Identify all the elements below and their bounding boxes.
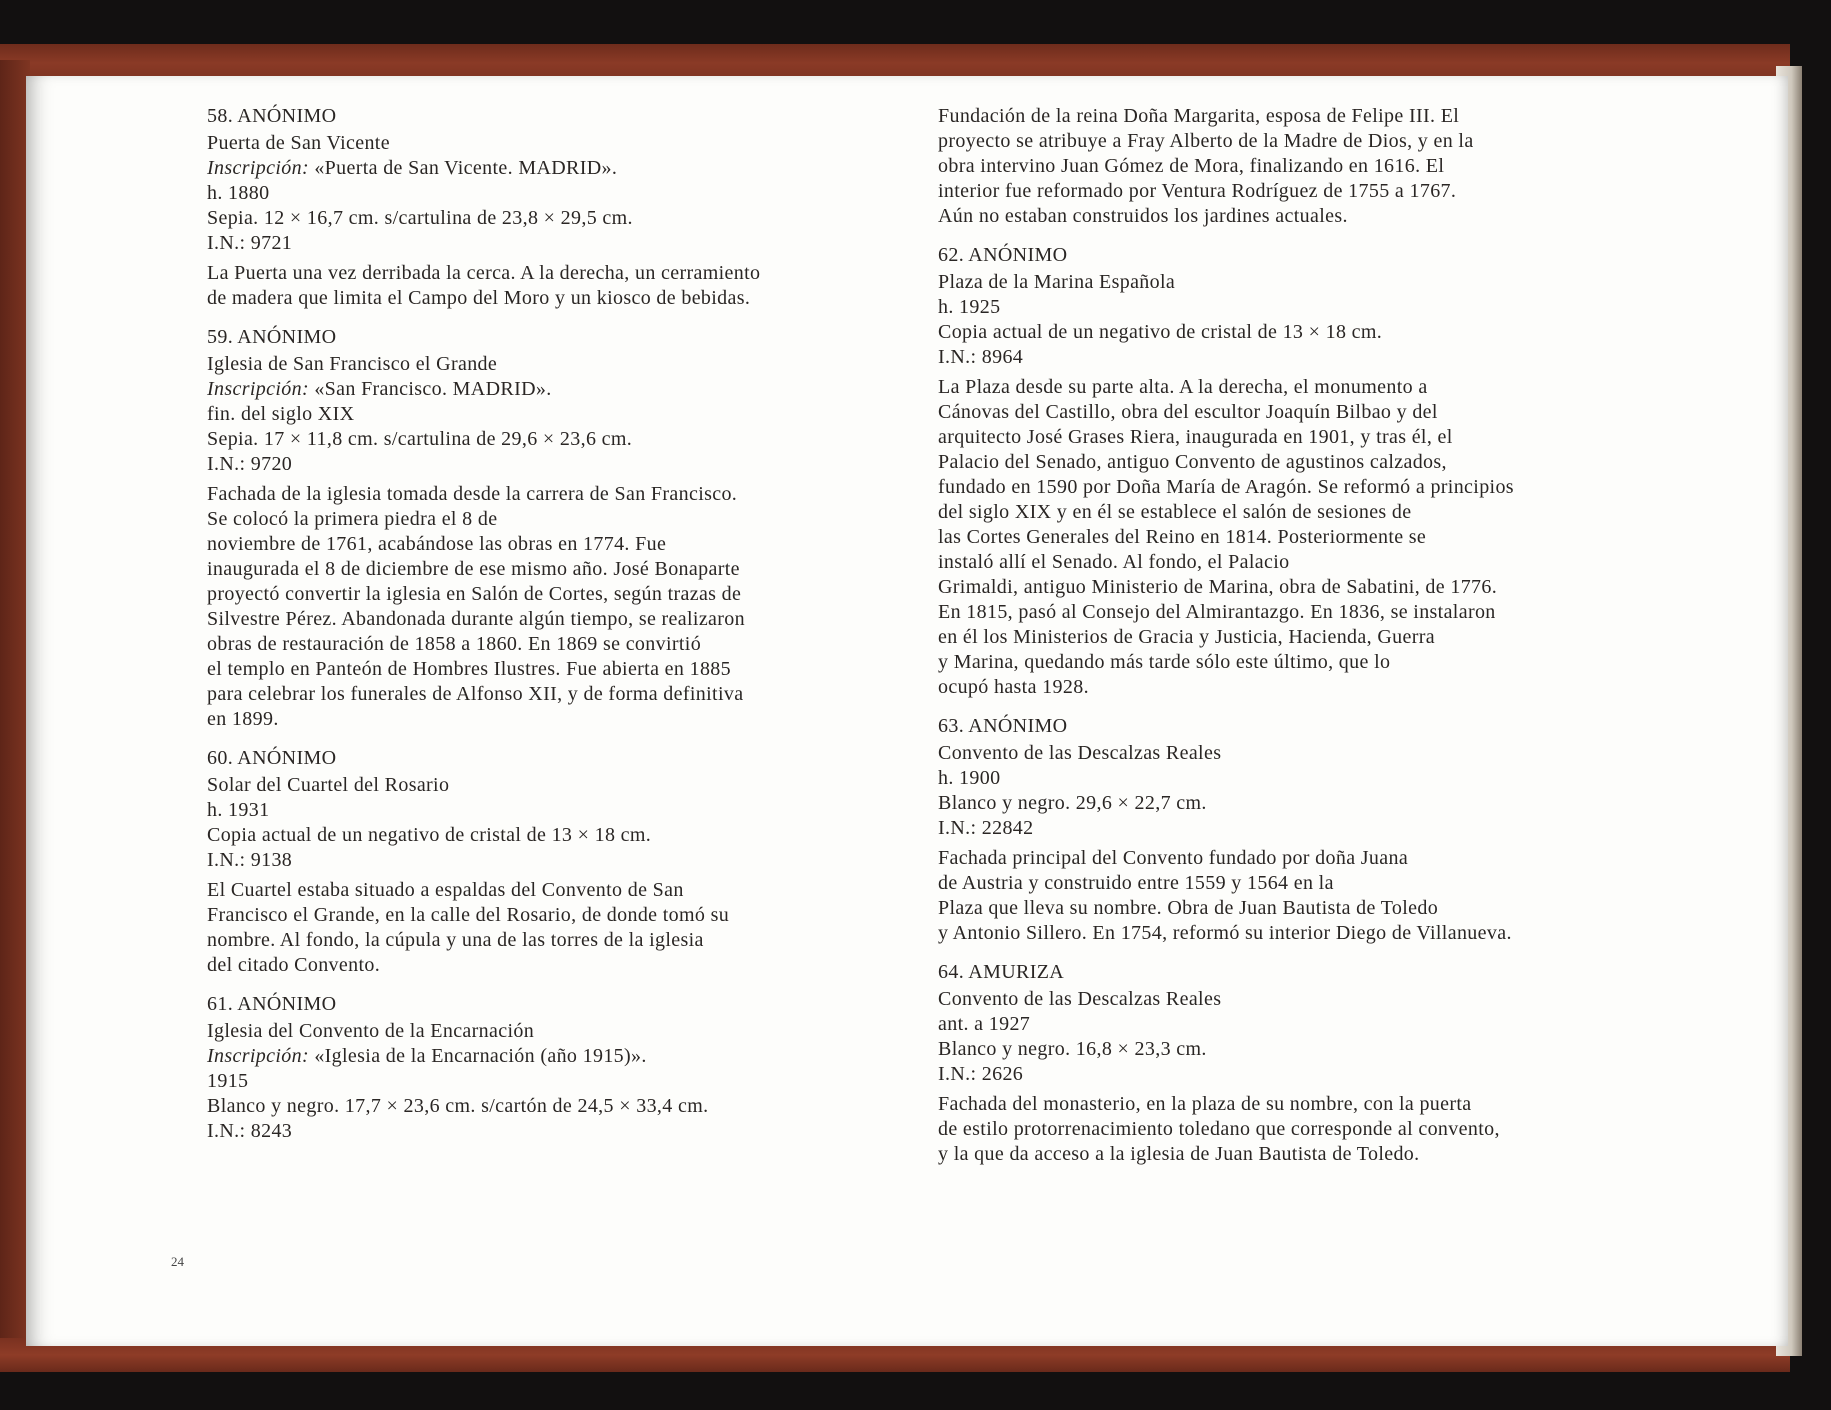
entry-heading: 59. ANÓNIMO: [207, 326, 337, 348]
entry-heading: 58. ANÓNIMO: [207, 105, 337, 127]
description-line: Fundación de la reina Doña Margarita, esposa de Felipe III. El: [938, 105, 1460, 127]
description-line: La Puerta una vez derribada la cerca. A la derecha, un cerramiento: [207, 262, 761, 284]
entry-technique: Blanco y negro. 17,7 × 23,6 cm. s/cartón de 24,5 × 33,4 cm.: [207, 1095, 709, 1117]
entry-heading: 64. AMURIZA: [938, 961, 1065, 983]
inscription-text: «San Francisco. MADRID».: [308, 378, 552, 400]
description-line: del siglo XIX y en él se establece el salón de sesiones de: [938, 501, 1412, 523]
description-line: proyectó convertir la iglesia en Salón de Cortes, según trazas de: [207, 583, 742, 605]
entry-date: h. 1900: [938, 767, 1001, 789]
entry-technique: Blanco y negro. 29,6 × 22,7 cm.: [938, 792, 1207, 814]
entry-heading: 60. ANÓNIMO: [207, 747, 337, 769]
description-line: Fachada principal del Convento fundado por doña Juana: [938, 847, 1409, 869]
description-line: instaló allí el Senado. Al fondo, el Palacio: [938, 551, 1290, 573]
entry-inventory: I.N.: 9721: [207, 232, 293, 254]
page-number: 24: [171, 1254, 184, 1269]
description-line: Cánovas del Castillo, obra del escultor Joaquín Bilbao y del: [938, 401, 1438, 423]
description-line: Fachada de la iglesia tomada desde la carrera de San Francisco.: [207, 483, 738, 505]
description-line: proyecto se atribuye a Fray Alberto de la Madre de Dios, y en la: [938, 130, 1474, 152]
entry-date: ant. a 1927: [938, 1013, 1031, 1035]
entry-title: Convento de las Descalzas Reales: [938, 742, 1222, 764]
description-line: Grimaldi, antiguo Ministerio de Marina, obra de Sabatini, de 1776.: [938, 576, 1498, 598]
entry-date: fin. del siglo XIX: [207, 403, 355, 425]
description-line: y Antonio Sillero. En 1754, reformó su interior Diego de Villanueva.: [938, 922, 1512, 944]
entry-title: Plaza de la Marina Española: [938, 271, 1176, 293]
description-line: y la que da acceso a la iglesia de Juan Bautista de Toledo.: [938, 1143, 1420, 1165]
entry-description: [207, 261, 897, 311]
entry-inscription: [207, 156, 897, 181]
description-line: en él los Ministerios de Gracia y Justicia, Hacienda, Guerra: [938, 626, 1435, 648]
entry-description: [938, 846, 1628, 946]
description-line: En 1815, pasó al Consejo del Almirantazgo. En 1836, se instalaron: [938, 601, 1496, 623]
entry-technique: Blanco y negro. 16,8 × 23,3 cm.: [938, 1038, 1207, 1060]
inscription-label: Inscripción:: [207, 1045, 309, 1067]
entry-title: Solar del Cuartel del Rosario: [207, 774, 450, 796]
inscription-text: «Iglesia de la Encarnación (año 1915)».: [308, 1045, 647, 1067]
description-line: La Plaza desde su parte alta. A la derecha, el monumento a: [938, 376, 1428, 398]
catalog-entry-58: [207, 104, 897, 311]
entry-date: h. 1931: [207, 799, 270, 821]
description-line: interior fue reformado por Ventura Rodríguez de 1755 a 1767.: [938, 180, 1457, 202]
entry-title: Iglesia de San Francisco el Grande: [207, 353, 498, 375]
catalog-entry-64: [938, 960, 1628, 1167]
description-line: Francisco el Grande, en la calle del Rosario, de donde tomó su: [207, 904, 730, 926]
description-line: Palacio del Senado, antiguo Convento de agustinos calzados,: [938, 451, 1447, 473]
description-line: El Cuartel estaba situado a espaldas del Convento de San: [207, 879, 684, 901]
inscription-text: «Puerta de San Vicente. MADRID».: [308, 157, 618, 179]
entry-inventory: I.N.: 8964: [938, 346, 1024, 368]
catalog-entry-59: [207, 325, 897, 732]
description-line: obras de restauración de 1858 a 1860. En 1869 se convirtió: [207, 633, 702, 655]
entry-inscription: [207, 377, 897, 402]
entry-technique: Sepia. 17 × 11,8 cm. s/cartulina de 29,6 × 23,6 cm.: [207, 428, 633, 450]
entry-inventory: I.N.: 8243: [207, 1120, 293, 1142]
left-column: [207, 104, 897, 1158]
entry-inventory: I.N.: 9138: [207, 849, 293, 871]
catalog-entry-61: [207, 992, 897, 1144]
description-line: Aún no estaban construidos los jardines actuales.: [938, 205, 1348, 227]
description-line: de madera que limita el Campo del Moro y un kiosco de bebidas.: [207, 287, 751, 309]
entry-description: [207, 482, 897, 732]
entry-description: [207, 878, 897, 978]
entry-title: Puerta de San Vicente: [207, 132, 390, 154]
entry-date: h. 1925: [938, 296, 1001, 318]
entry-date: 1915: [207, 1070, 249, 1092]
description-line: y Marina, quedando más tarde sólo este último, que lo: [938, 651, 1391, 673]
description-line: inaugurada el 8 de diciembre de ese mismo año. José Bonaparte: [207, 558, 740, 580]
description-line: Fachada del monasterio, en la plaza de su nombre, con la puerta: [938, 1093, 1472, 1115]
entry-inventory: I.N.: 2626: [938, 1063, 1024, 1085]
entry-technique: Copia actual de un negativo de cristal de 13 × 18 cm.: [938, 321, 1383, 343]
entry-title: Convento de las Descalzas Reales: [938, 988, 1222, 1010]
description-line: Plaza que lleva su nombre. Obra de Juan Bautista de Toledo: [938, 897, 1439, 919]
entry-heading: 62. ANÓNIMO: [938, 244, 1068, 266]
catalog-entry-63: [938, 714, 1628, 946]
inscription-label: Inscripción:: [207, 378, 309, 400]
catalog-entry-62: [938, 243, 1628, 700]
description-line: Se colocó la primera piedra el 8 de: [207, 508, 498, 530]
description-line: el templo en Panteón de Hombres Ilustres. Fue abierta en 1885: [207, 658, 731, 680]
description-line: arquitecto José Grases Riera, inaugurada en 1901, y tras él, el: [938, 426, 1453, 448]
entry-technique: Sepia. 12 × 16,7 cm. s/cartulina de 23,8 × 29,5 cm.: [207, 207, 633, 229]
description-line: del citado Convento.: [207, 954, 381, 976]
entry-inscription: [207, 1044, 897, 1069]
entry-inventory: I.N.: 9720: [207, 453, 293, 475]
inscription-label: Inscripción:: [207, 157, 309, 179]
entry-description: [938, 375, 1628, 700]
catalog-entry-60: [207, 746, 897, 978]
entry-heading: 63. ANÓNIMO: [938, 715, 1068, 737]
description-line: de estilo protorrenacimiento toledano que corresponde al convento,: [938, 1118, 1500, 1140]
description-line: nombre. Al fondo, la cúpula y una de las torres de la iglesia: [207, 929, 704, 951]
description-line: de Austria y construido entre 1559 y 1564 en la: [938, 872, 1334, 894]
entry-heading: 61. ANÓNIMO: [207, 993, 337, 1015]
entry-inventory: I.N.: 22842: [938, 817, 1034, 839]
description-line: para celebrar los funerales de Alfonso XII, y de forma definitiva: [207, 683, 744, 705]
entry-date: h. 1880: [207, 182, 270, 204]
continued-description: [938, 104, 1628, 229]
description-line: en 1899.: [207, 708, 279, 730]
description-line: noviembre de 1761, acabándose las obras en 1774. Fue: [207, 533, 667, 555]
entry-technique: Copia actual de un negativo de cristal de 13 × 18 cm.: [207, 824, 652, 846]
description-line: Silvestre Pérez. Abandonada durante algún tiempo, se realizaron: [207, 608, 745, 630]
entry-title: Iglesia del Convento de la Encarnación: [207, 1020, 535, 1042]
right-column: [938, 104, 1628, 1181]
description-line: ocupó hasta 1928.: [938, 676, 1089, 698]
description-line: obra intervino Juan Gómez de Mora, finalizando en 1616. El: [938, 155, 1445, 177]
entry-description: [938, 1092, 1628, 1167]
description-line: las Cortes Generales del Reino en 1814. Posteriormente se: [938, 526, 1427, 548]
description-line: fundado en 1590 por Doña María de Aragón. Se reformó a principios: [938, 476, 1514, 498]
